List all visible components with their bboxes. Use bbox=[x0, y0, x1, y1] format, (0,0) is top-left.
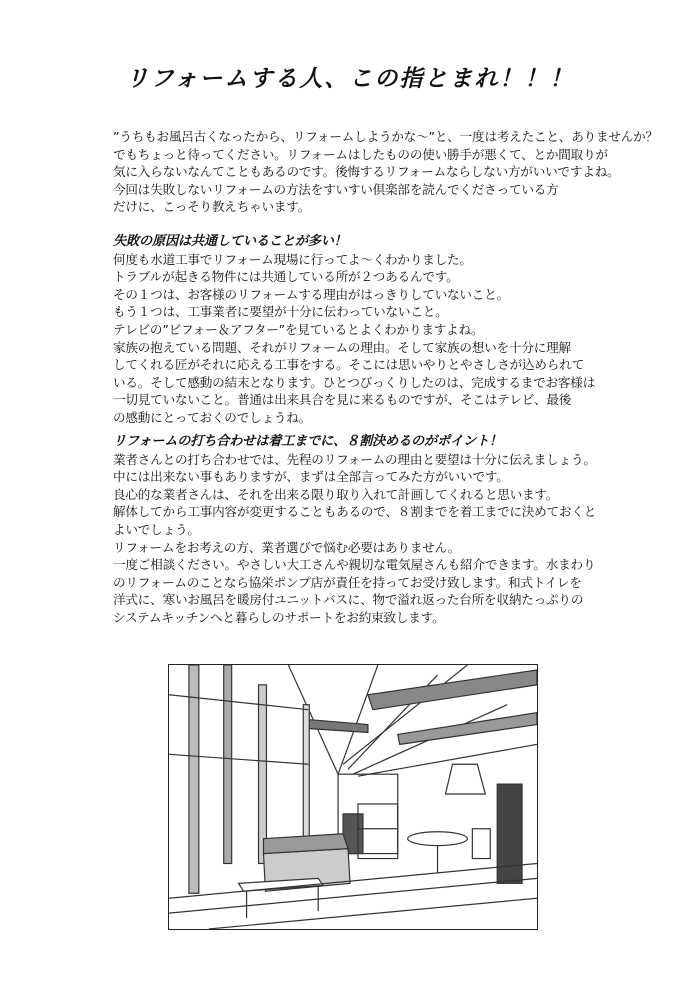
intro-line: だけに、こっそり教えちゃいます。 bbox=[113, 199, 311, 215]
interior-sketch-image bbox=[169, 665, 537, 929]
section-line: よいでしょう。 bbox=[113, 521, 200, 537]
section-heading: リフォームの打ち合わせは着工までに、８割決めるのがポイント！ bbox=[113, 434, 502, 449]
interior-illustration bbox=[168, 664, 538, 930]
intro-paragraph bbox=[113, 128, 658, 216]
section-line: テレビの”ビフォー＆アフター”を見ているとよくわかりますよね。 bbox=[113, 321, 484, 337]
section-line: 解体してから工事内容が変更することもあるので、８割までを着工までに決めておくと bbox=[113, 504, 597, 520]
section-failure-causes bbox=[113, 233, 613, 427]
section-line: リフォームをお考えの方、業者選びで悩む必要はありません。 bbox=[113, 539, 461, 555]
section-line: トラブルが起きる物件には共通している所が２つあるんです。 bbox=[113, 269, 459, 285]
intro-line: 今回は失敗しないリフォームの方法をすいすい倶楽部を読んでくださっている方 bbox=[113, 181, 559, 197]
section-line: 良心的な業者さんは、それを出来る限り取り入れて計画してくれると思います。 bbox=[113, 486, 559, 502]
section-line: もう１つは、工事業者に要望が十分に伝わっていないこと。 bbox=[113, 304, 448, 320]
section-line: システムキッチンへと暮らしのサポートをお約束致します。 bbox=[113, 609, 445, 625]
section-line: いる。そして感動の結末となります。ひとつびっくりしたのは、完成するまでお客様は bbox=[113, 374, 596, 390]
intro-line: 気に入らないなんてこともあるのです。後悔するリフォームならしない方がいいですよね。 bbox=[113, 164, 620, 180]
intro-line: でもちょっと待ってください。リフォームはしたものの使い勝手が悪くて、とか間取りが bbox=[113, 146, 608, 162]
section-line: 一切見ていないこと。普通は出来具合を見に来るものですが、そこはテレビ、最後 bbox=[113, 392, 572, 408]
section-line: のリフォームのことなら協栄ポンプ店が責任を持ってお受け致します。和式トイレを bbox=[113, 574, 582, 590]
section-line: その１つは、お客様のリフォームする理由がはっきりしていないこと。 bbox=[113, 286, 509, 302]
page-title: リフォームする人、この指とまれ！！！ bbox=[125, 66, 575, 92]
section-line: 何度も水道工事でリフォーム現場に行ってよ～くわかりました。 bbox=[113, 251, 472, 267]
section-line: してくれる匠がそれに応える工事をする。そこには思いやりとやさしさが込められて bbox=[113, 357, 584, 373]
section-line: 業者さんとの打ち合わせでは、先程のリフォームの理由と要望は十分に伝えましょう。 bbox=[113, 451, 596, 467]
section-line: 一度ご相談ください。やさしい大工さんや親切な電気屋さんも紹介できます。水まわり bbox=[113, 557, 596, 573]
section-planning-point bbox=[113, 433, 613, 627]
section-heading: 失敗の原因は共通していることが多い！ bbox=[113, 234, 347, 249]
section-line: 中には出来ない事もありますが、まずは全部言ってみた方がいいです。 bbox=[113, 469, 509, 485]
section-line: の感動にとっておくのでしょうね。 bbox=[113, 409, 312, 425]
section-line: 家族の抱えている問題、それがリフォームの理由。そして家族の想いを十分に理解 bbox=[113, 339, 571, 355]
section-line: 洋式に、寒いお風呂を暖房付ユニットバスに、物で溢れ返った台所を収納たっぷりの bbox=[113, 592, 584, 608]
intro-line: ”うちもお風呂古くなったから、リフォームしようかな～”と、一度は考えたこと、ありませんか？ bbox=[113, 129, 658, 144]
